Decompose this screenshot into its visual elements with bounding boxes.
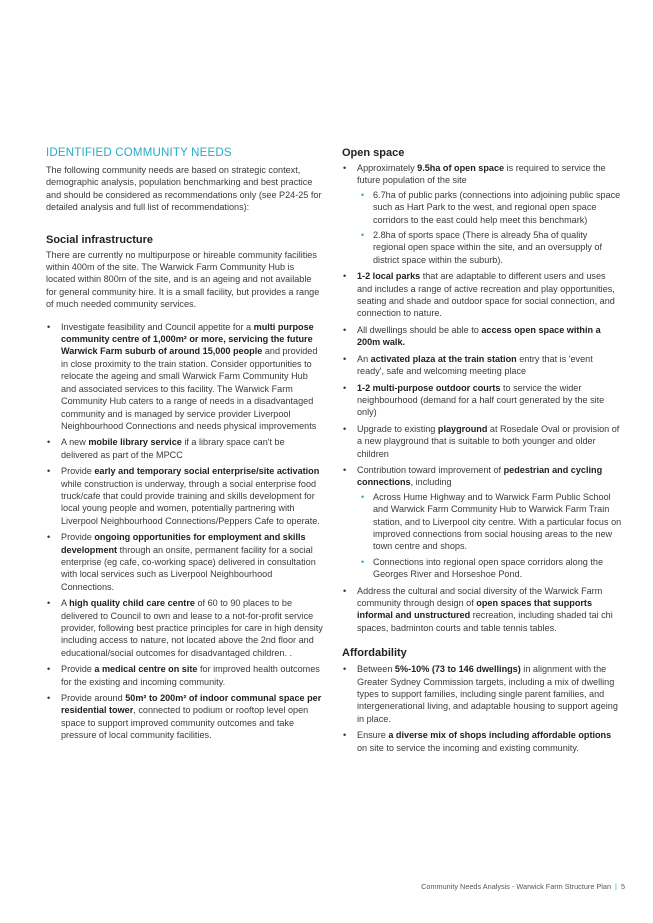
bullet-icon: • — [343, 163, 347, 173]
page-footer — [421, 882, 625, 891]
page-number: 5 — [620, 882, 625, 891]
list-item: • Provide ongoing opportunities for employment and skills development through an onsite, permanent facility for a social enterprise (eg cafe, co-working space) delivered in consultation with local services such as Liverpool Neighbourhood Connections. — [47, 532, 316, 592]
bullet-icon: • — [343, 464, 347, 475]
bullet-icon: • — [343, 585, 347, 596]
left-column — [46, 146, 324, 746]
list-item: • All dwellings should be able to access open space within a 200m walk. — [343, 324, 601, 348]
list-item: • Ensure a diverse mix of shops including affordable options on site to service the incoming and existing community. — [343, 730, 612, 753]
affordability-heading: Affordability — [342, 647, 407, 660]
bullet-icon: • — [47, 693, 51, 704]
list-item: • Upgrade to existing playground at Rosedale Oval or provision of a new playground that is suitable to both younger and older children — [343, 423, 620, 459]
bullet-icon: • — [47, 532, 51, 543]
footer-title: Community Needs Analysis - Warwick Farm Structure Plan — [421, 882, 612, 891]
list-item: • Address the cultural and social diversity of the Warwick Farm community through design of open spaces that supports informal and unstructured recreation, including shaded tai chi spaces, badminton courts and table tennis tables. — [343, 585, 613, 633]
list-item: • 1-2 multi-purpose outdoor courts to service the wider neighbourhood (demand for a half court generated by the site only) — [343, 382, 605, 418]
right-column — [342, 146, 622, 758]
sub-list-item: • 6.7ha of public parks (connections into adjoining public space such as Hart Park to the west, and regional open space corridors to the east could help meet this benchmark) — [361, 189, 621, 225]
bullet-icon: • — [343, 423, 347, 434]
bullet-icon: • — [47, 598, 51, 609]
social-needs-list — [46, 321, 324, 742]
bullet-icon: • — [343, 382, 347, 393]
sub-bullet-icon: • — [361, 491, 365, 502]
list-item: • An activated plaza at the train station entry that is 'event ready', safe and welcoming meeting place — [343, 353, 593, 377]
open-space-heading: Open space — [342, 147, 405, 159]
bullet-icon: • — [47, 321, 51, 332]
affordability-list — [342, 663, 622, 754]
bullet-icon: • — [343, 664, 347, 675]
sub-list-item: • Across Hume Highway and to Warwick Farm Public School and Warwick Farm Community Hub to Warwick Farm Train station, and to Liverpool city centre. With a particular focus on improved connections from social housing areas to the new town centre and shops. — [361, 491, 622, 552]
sub-list — [357, 491, 622, 581]
list-item: • Investigate feasibility and Council appetite for a multi purpose community centre of 1,000m² or more, servicing the future Warwick Farm suburb of around 15,000 people and provided in close proximity to the train station. Consider opportunities to relocate the ageing and small Warwick Farm Community Hub and associated services to this facility. The Warwick Farm Community Hub caters to a range of needs in a disadvantaged community and is managed by service provider Liverpool Neighbourhood Connections and needs physical improvements — [47, 321, 318, 431]
list-item: • Provide a medical centre on site for improved health outcomes for the existing and incoming community. — [47, 664, 320, 687]
bullet-icon: • — [47, 437, 51, 448]
social-infrastructure-intro: There are currently no multipurpose or hireable community facilities within 400m of the site. The Warwick Farm Community Hub is located within 800m of the site, and is an ageing and not available for general community hire. It is a small facility, but provides a range of much needed community services. — [46, 249, 320, 310]
list-item: • Approximately 9.5ha of open space is required to service the future population of the site • 6.7ha of public parks (connections into adjoining public space such as Hart Park to the west, and regional open space corridors to the east could help meet this benchmark) • 2.8ha of sports space (There is already 5ha of quality regional open space within the site, and an oversupply of district space within the suburb). — [343, 163, 621, 265]
footer-separator: | — [615, 882, 617, 891]
sub-list — [357, 189, 622, 266]
list-item: • 1-2 local parks that are adaptable to different users and uses and includes a range of active recreation and play opportunities, seating and shade and outdoor space for social connection, and connection to nature. — [343, 271, 615, 319]
bullet-icon: • — [343, 271, 347, 282]
sub-bullet-icon: • — [361, 556, 365, 567]
sub-bullet-icon: • — [361, 230, 365, 241]
bullet-icon: • — [343, 730, 347, 741]
list-item: • Contribution toward improvement of pedestrian and cycling connections, including • Across Hume Highway and to Warwick Farm Public School and Warwick Farm Community Hub to Warwick Farm Train station, and to Liverpool city centre. With a particular focus on improved connections from social housing areas to the new town centre and shops. • Connections into regional open space corridors along the Georges River and Horseshoe Pond. — [343, 464, 622, 580]
open-space-list — [342, 162, 622, 634]
list-item: • A new mobile library service if a library space can't be delivered as part of the MPCC — [47, 437, 285, 460]
list-item: • Between 5%-10% (73 to 146 dwellings) in alignment with the Greater Sydney Commission targets, including a mix of dwelling types to support families, including single parent families, and intergenerational living, and adaptable housing to support ageing in place. — [343, 664, 618, 724]
bullet-icon: • — [47, 466, 51, 477]
list-item: • A high quality child care centre of 60 to 90 places to be delivered to Council to own and lease to a not-for-profit service provider, following best practice principles for care in high density including access to nature, not located above the 2nd floor and educational/social outcomes for disadvantaged children. . — [47, 598, 323, 658]
bullet-icon: • — [343, 353, 347, 364]
list-item: • Provide around 50m² to 200m² of indoor communal space per residential tower, connected to podium or rooftop level open space to support improved community outcomes and take pressure of local community facilities. — [47, 693, 322, 741]
intro-paragraph: The following community needs are based on strategic context, demographic analysis, population benchmarking and best practice and should be considered as recommendations only (see P24-25 for detailed analysis and full list of recommendations): — [46, 165, 322, 213]
section-title: IDENTIFIED COMMUNITY NEEDS — [46, 147, 232, 159]
bullet-icon: • — [47, 664, 51, 675]
list-item: • Provide early and temporary social enterprise/site activation while construction is underway, through a social enterprise food truck/cafe that could provide training and skills development for local young people and women, potentially partnering with Liverpool Neighbourhood Connections/Peppers Cafe to operate. — [47, 466, 320, 526]
sub-list-item: • 2.8ha of sports space (There is already 5ha of quality regional open space within the site, and an oversupply of district space within the suburb). — [361, 230, 603, 265]
sub-bullet-icon: • — [361, 189, 365, 200]
social-infrastructure-heading: Social infrastructure — [46, 233, 153, 246]
sub-list-item: • Connections into regional open space corridors along the Georges River and Horseshoe Pond. — [361, 556, 604, 580]
bullet-icon: • — [343, 324, 347, 335]
